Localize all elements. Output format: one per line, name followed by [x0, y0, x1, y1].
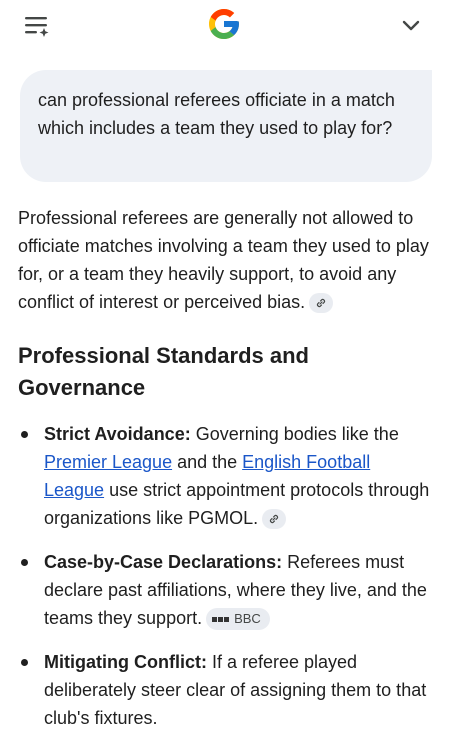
chevron-down-icon[interactable] [400, 14, 422, 36]
source-label: BBC [234, 611, 261, 627]
link-icon [315, 297, 327, 309]
google-g-icon [206, 6, 242, 42]
bullet-heading: Case-by-Case Declarations: [44, 552, 283, 572]
bbc-logo-icon [212, 617, 229, 622]
bullet-text: If a referee played deliberately steer clear of assigning them to that club's fixtures. [44, 652, 427, 728]
top-bar [0, 0, 449, 56]
user-query-text: can professional referees officiate in a match which includes a team they used to play for? [38, 90, 395, 138]
list-item [18, 648, 430, 732]
bullet-text: Referees must declare past affiliations, where they live, and the teams they support. [44, 552, 427, 628]
bullet-text: Governing bodies like the [190, 424, 399, 444]
citation-link-chip[interactable] [262, 509, 286, 529]
bullet-dot [21, 431, 28, 438]
source-chip-bbc[interactable] [206, 608, 270, 630]
list-item [18, 548, 430, 632]
menu-sparkle-icon[interactable] [24, 14, 50, 38]
bullet-heading: Strict Avoidance: [44, 424, 191, 444]
list-item [18, 420, 430, 532]
answer-intro-text: Professional referees are generally not allowed to officiate matches involving a team they used to play for, or a team they heavily support, to avoid any conflict of interest or perceived bias. [18, 208, 429, 312]
section-heading: Professional Standards and Governance [18, 343, 309, 400]
premier-league-link[interactable]: Premier League [44, 452, 173, 472]
english-football-league-link[interactable]: English Football League [44, 452, 371, 500]
user-query-bubble [20, 70, 432, 182]
bullet-text: and the [172, 452, 243, 472]
link-icon [268, 513, 280, 525]
bullet-dot [21, 659, 28, 666]
bullet-heading: Mitigating Conflict: [44, 652, 207, 672]
bullet-text: use strict appointment protocols through organizations like PGMOL. [44, 480, 430, 528]
bullet-list [18, 420, 430, 748]
citation-link-chip[interactable] [309, 293, 333, 313]
answer-intro [18, 204, 430, 316]
bullet-dot [21, 559, 28, 566]
